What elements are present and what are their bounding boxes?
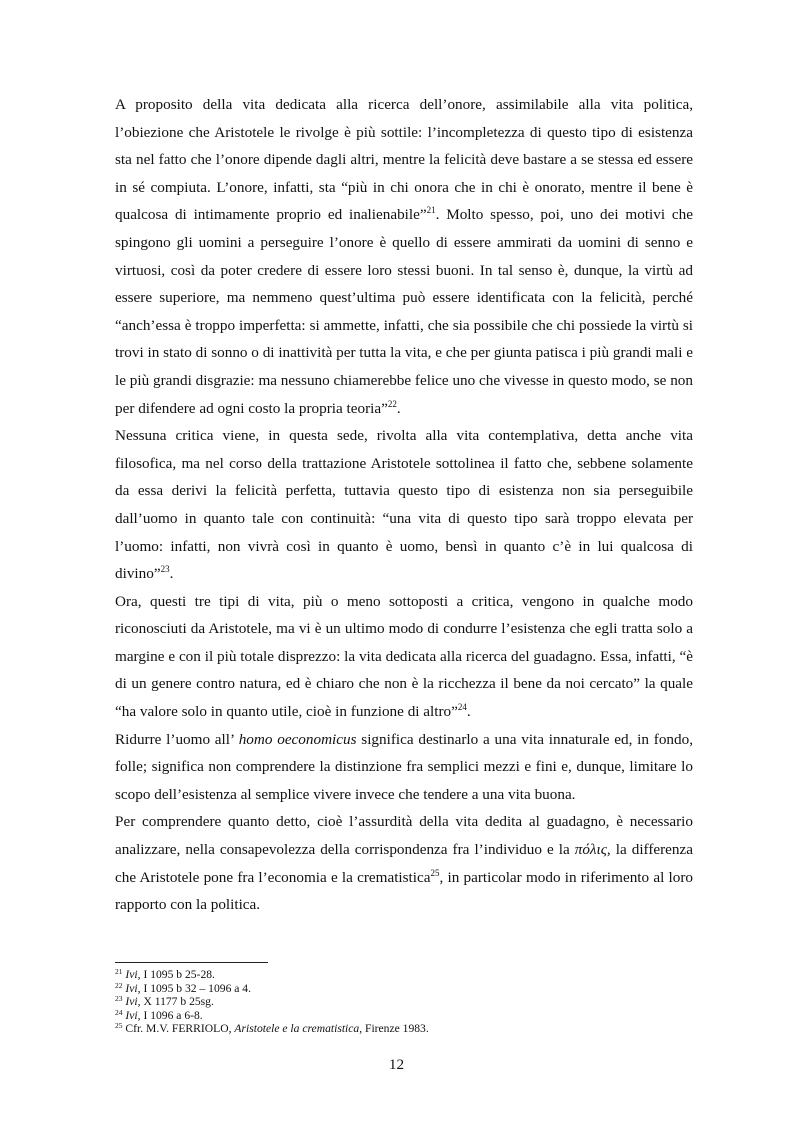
- paragraph-onore: [115, 91, 693, 422]
- paragraph-text: Per comprendere quanto detto, cioè l’assurdità della vita dedita al guadagno, è necessario analizzare, nella consapevolezza della corrispondenza fra l’individuo e la: [115, 813, 693, 859]
- paragraph-homo-oeconomicus: [115, 726, 693, 809]
- page-number: 12: [388, 1056, 405, 1073]
- paragraph-crematistica: [115, 808, 693, 918]
- footnote-number: 23: [115, 994, 123, 1004]
- footnote-number: 21: [115, 967, 123, 976]
- footnote-text: Firenze 1983.: [362, 1022, 429, 1036]
- paragraph-text: .: [169, 565, 174, 583]
- footnote-text: I 1095 b 32 – 1096 a 4.: [140, 981, 251, 995]
- footnote-source: Ivi,: [125, 968, 141, 981]
- footnote-number: 24: [115, 1007, 123, 1017]
- footnote-separator: [115, 962, 268, 963]
- footnote-22: [115, 982, 693, 996]
- emphasis-term: πόλις: [574, 841, 607, 859]
- footnote-text: Cfr. M.V. FERRIOLO,: [125, 1022, 235, 1036]
- footnote-text: I 1096 a 6-8.: [140, 1008, 203, 1022]
- footnote-24: [115, 1009, 693, 1023]
- footnote-source: Ivi,: [125, 981, 141, 995]
- footnote-text: X 1177 b 25sg.: [140, 995, 214, 1009]
- footnote-ref-22: 22: [387, 398, 397, 409]
- paragraph-text: Ora, questi tre tipi di vita, più o meno sottoposti a critica, vengono in qualche modo riconosciuti da Aristotele, ma vi è un ultimo modo di condurre l’esistenza che egli tratta solo a margine e con il più totale disprezzo: la vita dedicata alla ricerca del guadagno. Essa, infatti, “è di un genere contro natura, ed è chiaro che non è la ricchezza il bene da noi cercato” la quale “ha valore solo in quanto utile, cioè in funzione di altro”: [115, 592, 693, 721]
- footnote-23: [115, 995, 693, 1009]
- footnote-number: 25: [115, 1021, 123, 1031]
- footnotes: [115, 968, 693, 1036]
- footnote-source: Ivi,: [125, 1008, 141, 1022]
- footnote-source: Ivi,: [125, 995, 141, 1009]
- paragraph-text: , in particolar modo in riferimento al loro rapporto con la politica.: [115, 868, 693, 914]
- footnote-ref-24: 24: [457, 702, 467, 713]
- footnote-text: I 1095 b 25-28.: [140, 968, 215, 981]
- paragraph-text: Ridurre l’uomo all’: [115, 730, 239, 748]
- paragraph-text: .: [396, 399, 401, 417]
- paragraph-text: significa destinarlo a una vita innaturale ed, in fondo, folle; significa non comprendere la distinzione fra semplici mezzi e fini e, dunque, limitare lo scopo dell’esistenza al semplice vivere invece che tendere a una vita buona.: [115, 730, 693, 803]
- footnote-source: Aristotele e la crematistica,: [234, 1022, 363, 1036]
- footnote-21: [115, 968, 693, 982]
- paragraph-text: Nessuna critica viene, in questa sede, rivolta alla vita contemplativa, detta anche vita filosofica, ma nel corso della trattazione Aristotele sottolinea il fatto che, sebbene solamente da essa derivi la felicità perfetta, tuttavia questo tipo di esistenza non sia perseguibile dall’uomo in quanto tale con continuità: “una vita di questo tipo sarà troppo elevata per l’uomo: infatti, non vivrà così in quanto è uomo, bensì in quanto c’è in lui qualcosa di divino”: [115, 427, 693, 583]
- footnote-ref-23: 23: [160, 564, 170, 575]
- paragraph-text: .: [466, 703, 471, 721]
- paragraph-text: A proposito della vita dedicata alla ricerca dell’onore, assimilabile alla vita politica, l’obiezione che Aristotele le rivolge è più sottile: l’incompletezza di questo tipo di esistenza sta nel fatto che l’onore dipende dagli altri, mentre la felicità deve bastare a se stessa ed essere in sé compiuta. L’onore, infatti, sta “più in chi onora che in chi è onorato, mentre il bene è qualcosa di intimamente proprio ed inalienabile”: [115, 96, 693, 224]
- footnote-ref-25: 25: [430, 867, 440, 878]
- paragraph-guadagno: [115, 588, 693, 726]
- paragraph-vita-contemplativa: [115, 422, 693, 588]
- paragraph-text: , la differenza che Aristotele pone fra l’economia e la crematistica: [115, 841, 693, 886]
- body-text: [115, 91, 693, 919]
- footnote-ref-21: 21: [426, 205, 436, 216]
- emphasis-term: homo oeconomicus: [238, 730, 357, 748]
- footnote-number: 22: [115, 980, 123, 990]
- footnote-25: [115, 1022, 693, 1036]
- paragraph-text: . Molto spesso, poi, uno dei motivi che spingono gli uomini a perseguire l’onore è quello di essere ammirati da uomini di senno e virtuosi, così da poter credere di essere loro stessi buoni. In tal senso è, dunque, la virtù ad essere superiore, ma nemmeno quest’ultima può essere identificata con la felicità, perché “anch’essa è troppo imperfetta: si ammette, infatti, che sia possibile che chi possiede la virtù si trovi in stato di sonno o di inattività per tutta la vita, e che per giunta patisca i più grandi mali e le più grandi disgrazie: ma nessuno chiamerebbe felice uno che vivesse in questo modo, se non per difendere ad ogni costo la propria teoria”: [115, 206, 693, 417]
